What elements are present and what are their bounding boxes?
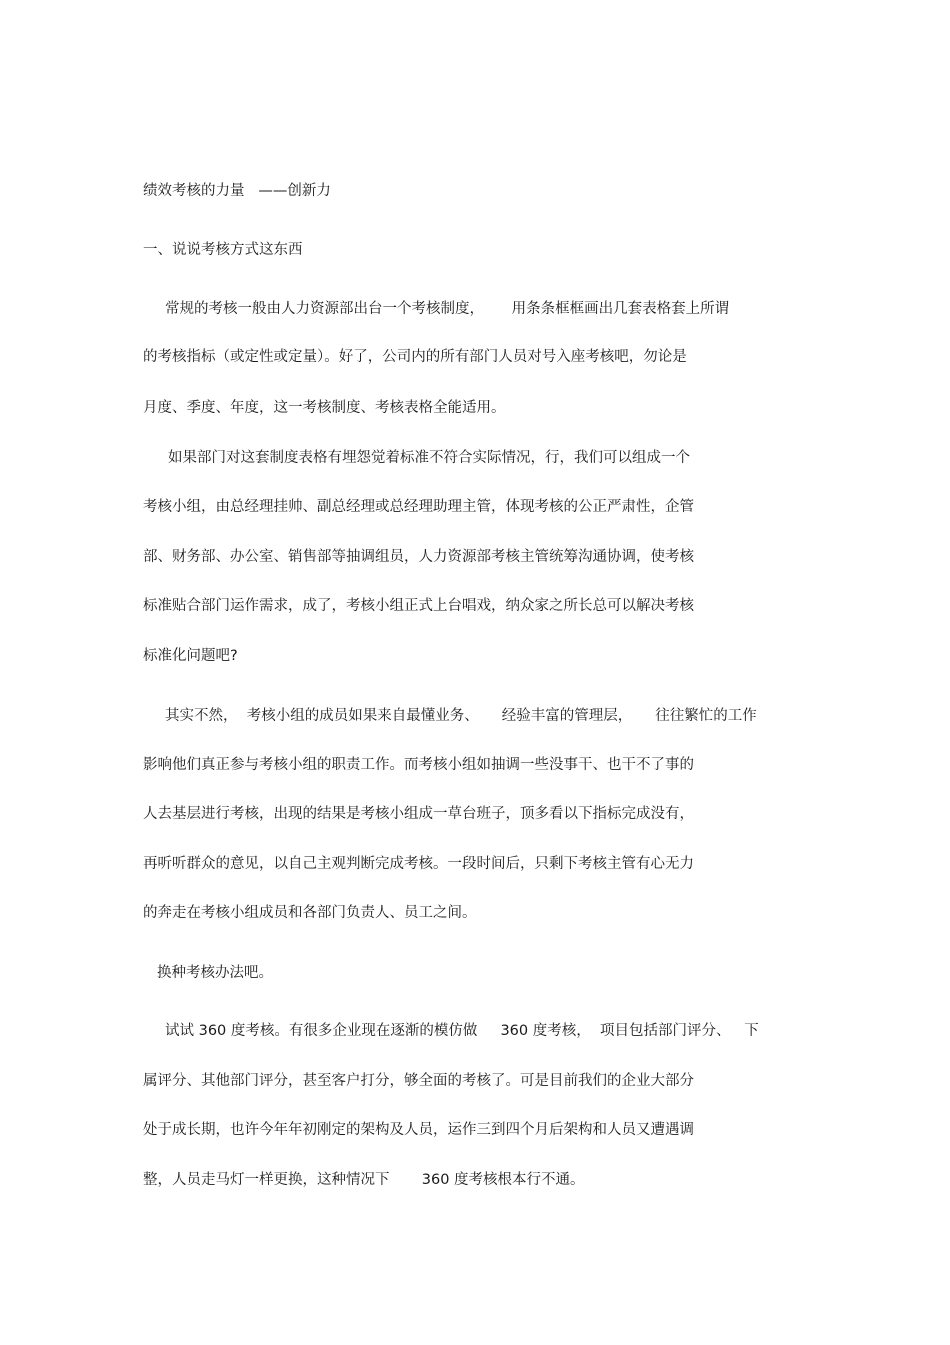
paragraph-3-line-2: 影响他们真正参与考核小组的职责工作。而考核小组如抽调一些没事干、也干不了事的 xyxy=(143,757,694,773)
paragraph-1-line-2: 的考核指标（或定性或定量）。好了，公司内的所有部门人员对号入座考核吧，勿论是 xyxy=(143,349,687,365)
paragraph-5-line-2: 属评分、其他部门评分，甚至客户打分，够全面的考核了。可是目前我们的企业大部分 xyxy=(143,1073,694,1089)
paragraph-2-line-3: 部、财务部、办公室、销售部等抽调组员，人力资源部考核主管统筹沟通协调，使考核 xyxy=(143,549,694,565)
paragraph-3-line-3: 人去基层进行考核，出现的结果是考核小组成一草台班子，顶多看以下指标完成没有， xyxy=(143,806,694,822)
paragraph-2-line-2: 考核小组，由总经理挂帅、副总经理或总经理助理主管，体现考核的公正严肃性，企管 xyxy=(143,499,694,515)
paragraph-1-line-3: 月度、季度、年度，这一考核制度、考核表格全能适用。 xyxy=(143,400,506,416)
paragraph-3-line-1: 其实不然， 考核小组的成员如果来自最懂业务、 经验丰富的管理层， 往往繁忙的工作 xyxy=(165,708,757,724)
section-heading: 一、说说考核方式这东西 xyxy=(143,242,303,258)
paragraph-5-line-4: 整，人员走马灯一样更换，这种情况下 360 度考核根本行不通。 xyxy=(143,1172,585,1188)
paragraph-2-line-4: 标准贴合部门运作需求，成了，考核小组正式上台唱戏，纳众家之所长总可以解决考核 xyxy=(143,598,694,614)
paragraph-5-line-1: 试试 360 度考核。有很多企业现在逐渐的模仿做 360 度考核， 项目包括部门评分、 下 xyxy=(165,1023,759,1039)
document-title: 绩效考核的力量 ——创新力 xyxy=(143,183,331,199)
paragraph-2-line-5: 标准化问题吧? xyxy=(143,648,238,664)
paragraph-1-line-1: 常规的考核一般由人力资源部出台一个考核制度， 用条条框框画出几套表格套上所谓 xyxy=(165,301,730,317)
paragraph-2-line-1: 如果部门对这套制度表格有埋怨觉着标准不符合实际情况，行，我们可以组成一个 xyxy=(168,450,690,466)
paragraph-5-line-3: 处于成长期，也许今年年初刚定的架构及人员，运作三到四个月后架构和人员又遭遇调 xyxy=(143,1122,694,1138)
paragraph-3-line-5: 的奔走在考核小组成员和各部门负责人、员工之间。 xyxy=(143,905,477,921)
paragraph-4-line-1: 换种考核办法吧。 xyxy=(157,965,273,981)
paragraph-3-line-4: 再听听群众的意见，以自己主观判断完成考核。一段时间后，只剩下考核主管有心无力 xyxy=(143,856,694,872)
